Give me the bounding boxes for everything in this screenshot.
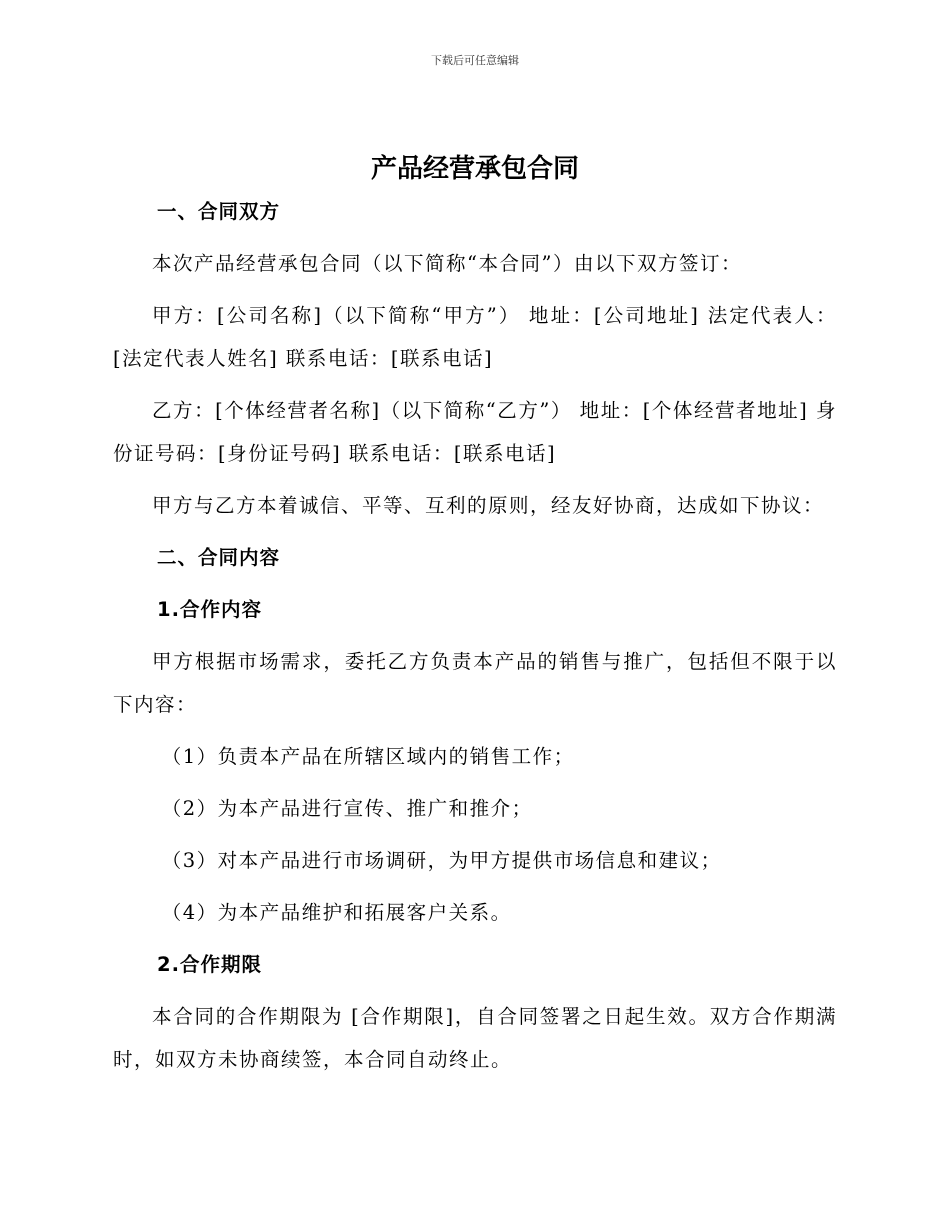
principle-paragraph: 甲方与乙方本着诚信、平等、互利的原则，经友好协商，达成如下协议： bbox=[152, 494, 825, 517]
list-item: （1）负责本产品在所辖区域内的销售工作； bbox=[161, 745, 575, 768]
term-paragraph: 本合同的合作期限为 [合作期限]，自合同签署之日起生效。双方合作期满时，如双方未协商续签，本合同自动终止。 bbox=[113, 1005, 837, 1071]
party-b-paragraph: 乙方：[个体经营者名称]（以下简称“乙方”） 地址：[个体经营者地址] 身份证号码：[身份证号码] 联系电话：[联系电话] bbox=[113, 399, 837, 465]
section-heading-parties: 一、合同双方 bbox=[157, 200, 281, 223]
intro-paragraph: 本次产品经营承包合同（以下简称“本合同”）由以下双方签订： bbox=[152, 252, 742, 275]
list-item: （3）对本产品进行市场调研，为甲方提供市场信息和建议； bbox=[161, 849, 722, 872]
section-heading-content: 二、合同内容 bbox=[157, 546, 281, 569]
document-title: 产品经营承包合同 bbox=[370, 154, 579, 184]
subheading-cooperation-term: 2.合作期限 bbox=[157, 953, 262, 976]
party-a-paragraph: 甲方：[公司名称]（以下简称“甲方”） 地址：[公司地址] 法定代表人：[法定代表人姓名] 联系电话：[联系电话] bbox=[113, 304, 837, 370]
subheading-cooperation-content: 1.合作内容 bbox=[157, 598, 262, 621]
list-item: （4）为本产品维护和拓展客户关系。 bbox=[161, 901, 512, 924]
document-body bbox=[113, 190, 837, 1090]
cooperation-intro-paragraph: 甲方根据市场需求，委托乙方负责本产品的销售与推广，包括但不限于以下内容： bbox=[113, 650, 837, 716]
list-item: （2）为本产品进行宣传、推广和推介； bbox=[161, 797, 533, 820]
header-note: 下载后可任意编辑 bbox=[431, 54, 519, 67]
